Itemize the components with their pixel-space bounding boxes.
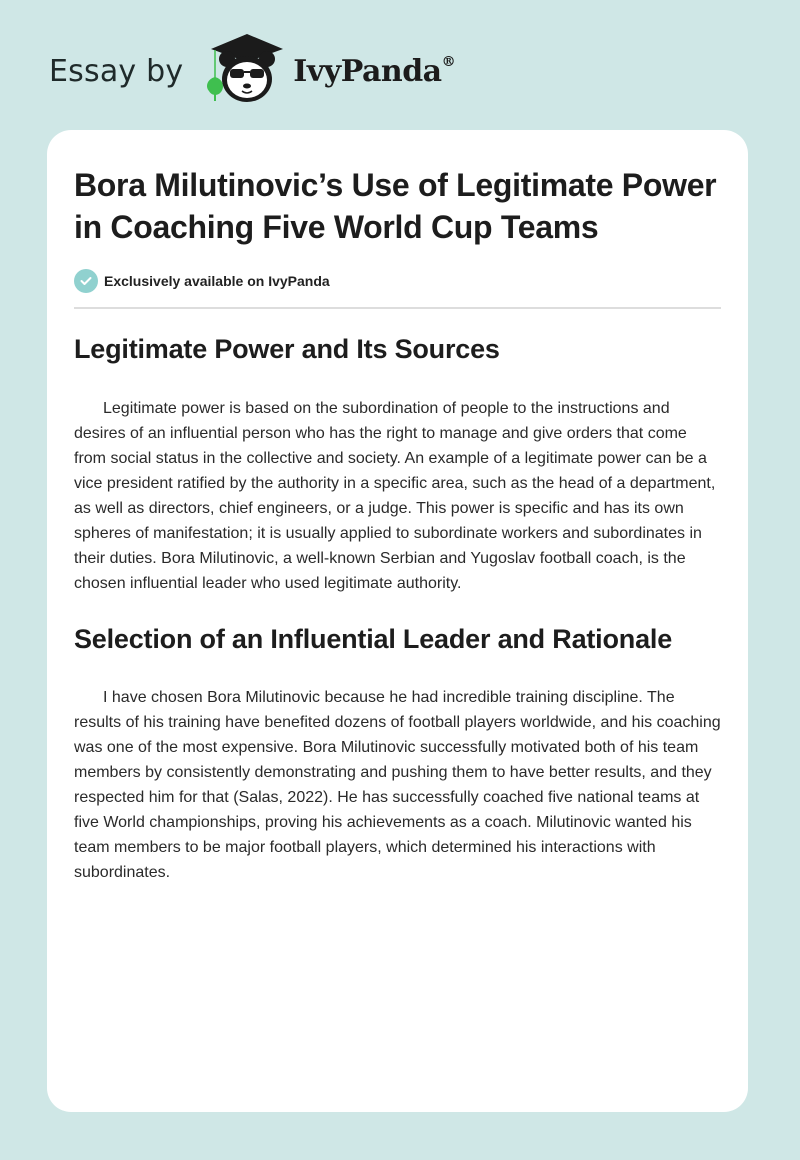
section-paragraph: I have chosen Bora Milutinovic because he had incredible training discipline. The results of his training have benefited dozens of football players worldwide, and his coaching was one of the most expensive. Bora Milutinovic successfully motivated both of his team members by consistently demonstrating and pushing them to have better results, and they respected him for that (Salas, 2022). He has successfully coached five national teams at five World championships, proving his achievements as a coach. Milutinovic wanted his team members to be major football players, which determined his interactions with subordinates. <box>74 689 721 881</box>
brand-prefix: Essay by <box>49 53 184 89</box>
essay-card <box>47 130 748 1112</box>
essay-title: Bora Milutinovic’s Use of Legitimate Power in Coaching Five World Cup Teams <box>74 167 717 245</box>
section-heading: Legitimate Power and Its Sources <box>74 334 500 364</box>
section-leader-selection <box>74 619 721 885</box>
brand-header <box>49 33 455 109</box>
section-heading: Selection of an Influential Leader and Rationale <box>74 624 673 654</box>
exclusive-badge <box>74 269 721 293</box>
divider <box>74 307 721 309</box>
panda-graduation-cap-icon <box>203 29 289 105</box>
check-circle-icon <box>74 269 98 293</box>
badge-text: Exclusively available on IvyPanda <box>104 273 330 289</box>
section-legitimate-power <box>74 329 721 596</box>
brand-name: IvyPanda® <box>293 53 456 89</box>
section-paragraph: Legitimate power is based on the subordination of people to the instructions and desires of an influential person who has the right to manage and give orders that come from social status in the collective and society. An example of a legitimate power can be a vice president ratified by the authority in a specific area, such as the head of a department, as well as directors, chief engineers, or a judge. This power is specific and has its own spheres of manifestation; it is usually applied to subordinate workers and subordinates in their duties. Bora Milutinovic, a well-known Serbian and Yugoslav football coach, is the chosen influential leader who used legitimate authority. <box>74 400 716 592</box>
